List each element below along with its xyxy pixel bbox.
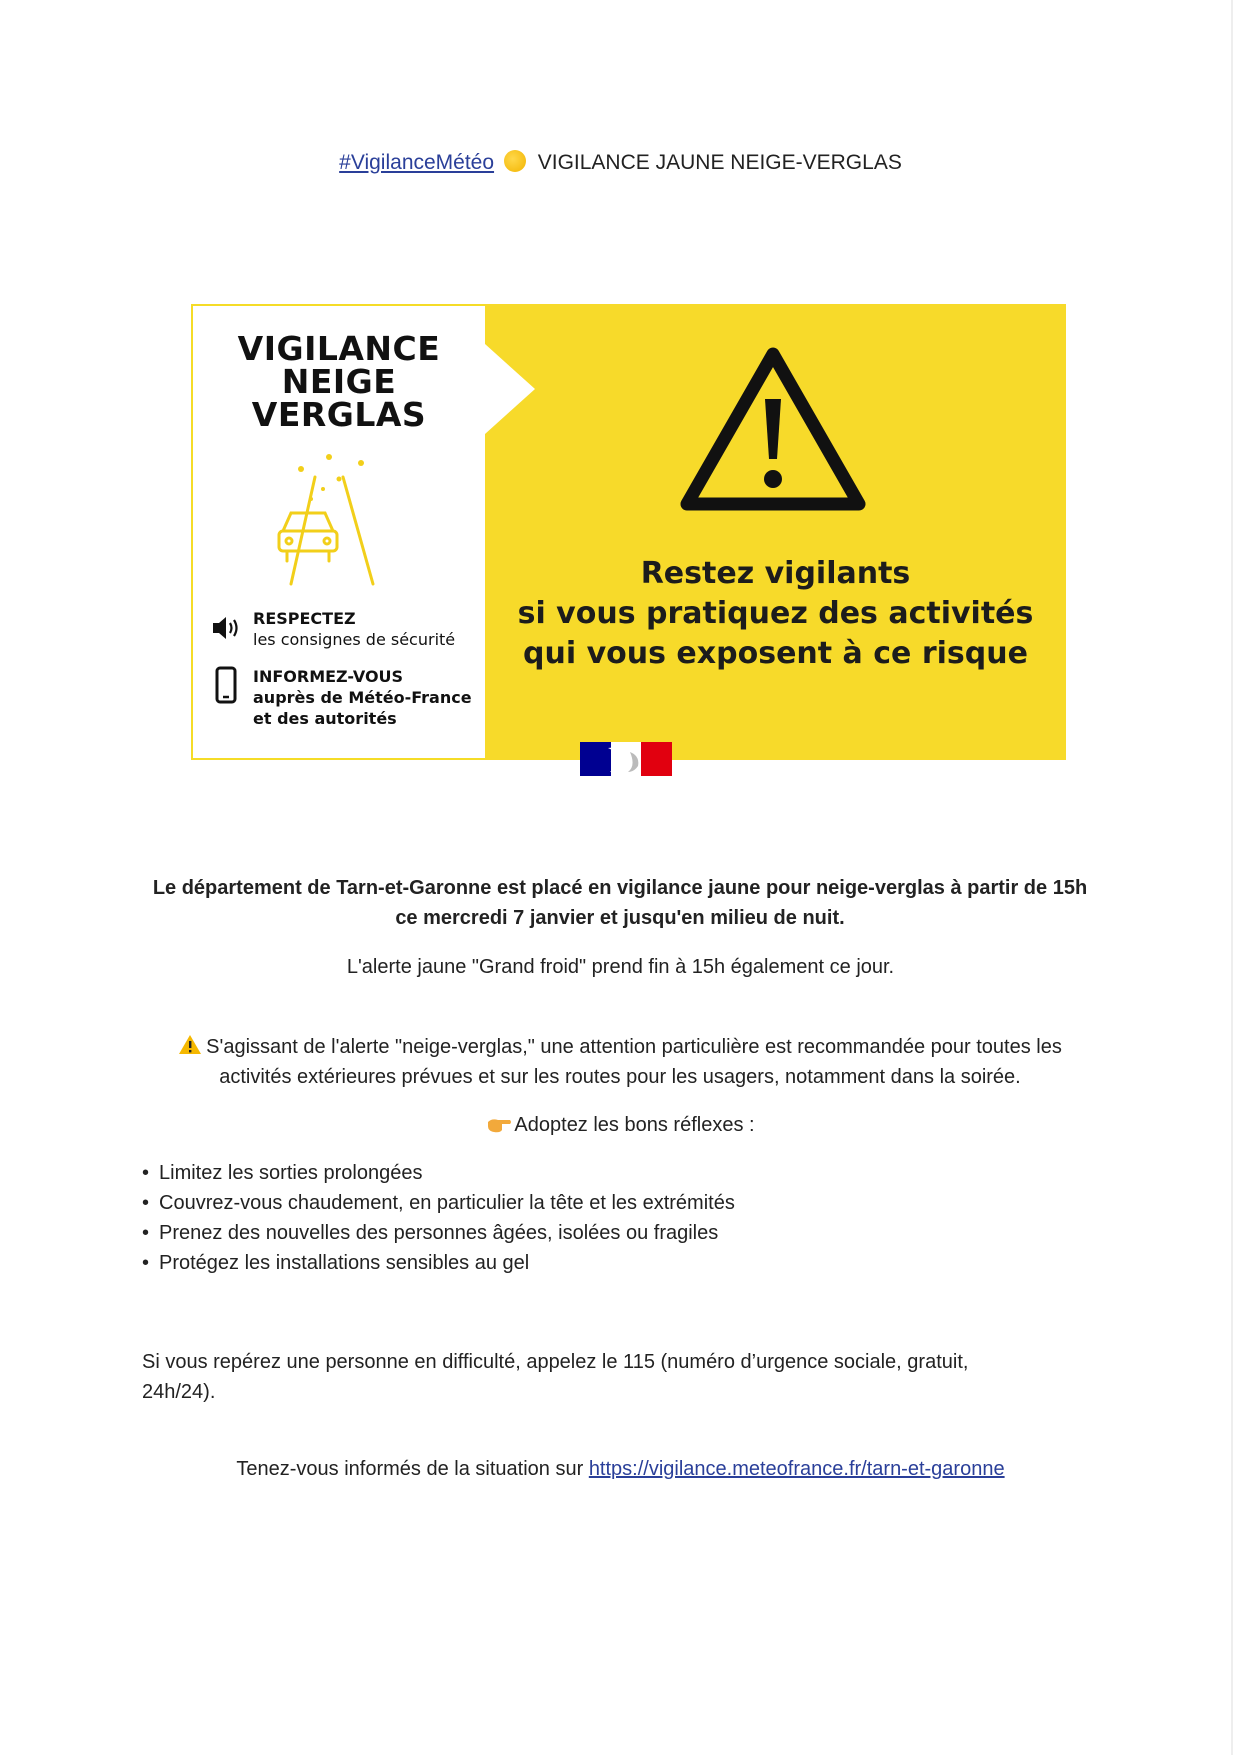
info-prefix: Tenez-vous informés de la situation sur [236,1458,589,1480]
banner-message-line: Restez vigilants [640,556,911,591]
speaker-icon [211,608,241,648]
info-line [0,1454,1241,1484]
instruction-respectez [211,608,481,658]
yellow-circle-icon [504,150,526,172]
pointing-hand-icon [486,1114,512,1134]
adopt-line [0,1110,1241,1140]
header-title: VIGILANCE JAUNE NEIGE-VERGLAS [537,151,902,174]
instruction-bold: RESPECTEZ [253,609,356,628]
emergency-text: Si vous repérez une personne en difficulté, appelez le 115 (numéro d’urgence sociale, gratuit, 24h/24). [142,1351,969,1403]
page-edge [1231,0,1233,1755]
warning-text: S'agissant de l'alerte "neige-verglas," une attention particulière est recommandée pour toutes les activités extérieures prévues et sur les routes pour les usagers, notamment dans la soirée. [206,1036,1062,1088]
banner-right-panel [485,304,1066,760]
banner-message-line: si vous pratiquez des activités [517,596,1034,631]
banner-notch [485,344,535,434]
banner-title [193,329,485,434]
warning-triangle-icon [679,344,867,512]
list-item: • Limitez les sorties prolongées [142,1158,735,1188]
list-item: • Couvrez-vous chaudement, en particulier la tête et les extrémités [142,1188,735,1218]
banner-message [485,554,1066,674]
instruction-text: et des autorités [253,709,397,728]
end-alert-text: L'alerte jaune "Grand froid" prend fin à 15h également ce jour. [346,956,895,978]
announcement-text: Le département de Tarn-et-Garonne est placé en vigilance jaune pour neige-verglas à partir de 15h ce mercredi 7 janvier et jusqu'en milieu de nuit. [152,877,1088,929]
instruction-text: les consignes de sécurité [253,630,456,649]
hashtag-link[interactable]: #VigilanceMétéo [339,151,495,174]
page-header [0,148,1241,178]
banner-title-line: VERGLAS [251,395,427,434]
warning-emoji-icon [178,1034,202,1055]
snowy-road-car-icon [273,449,403,589]
banner-title-line: VIGILANCE [237,329,441,368]
adopt-text: Adoptez les bons réflexes : [514,1114,755,1136]
instruction-text: auprès de Météo-France [253,688,472,707]
banner-title-line: NEIGE [281,362,397,401]
smartphone-icon [211,666,241,706]
vigilance-banner [191,304,1066,760]
banner-left-panel [191,304,485,760]
meteofrance-link[interactable]: https://vigilance.meteofrance.fr/tarn-et-garonne [588,1458,1005,1480]
list-item: • Prenez des nouvelles des personnes âgées, isolées ou fragiles [142,1218,735,1248]
tips-list [142,1158,735,1278]
list-item: • Protégez les installations sensibles au gel [142,1248,735,1278]
instruction-informez [211,666,481,741]
warning-paragraph [140,1032,1100,1092]
instruction-bold: INFORMEZ-VOUS [253,667,404,686]
marianne-logo [580,742,672,776]
banner-message-line: qui vous exposent à ce risque [523,636,1028,671]
